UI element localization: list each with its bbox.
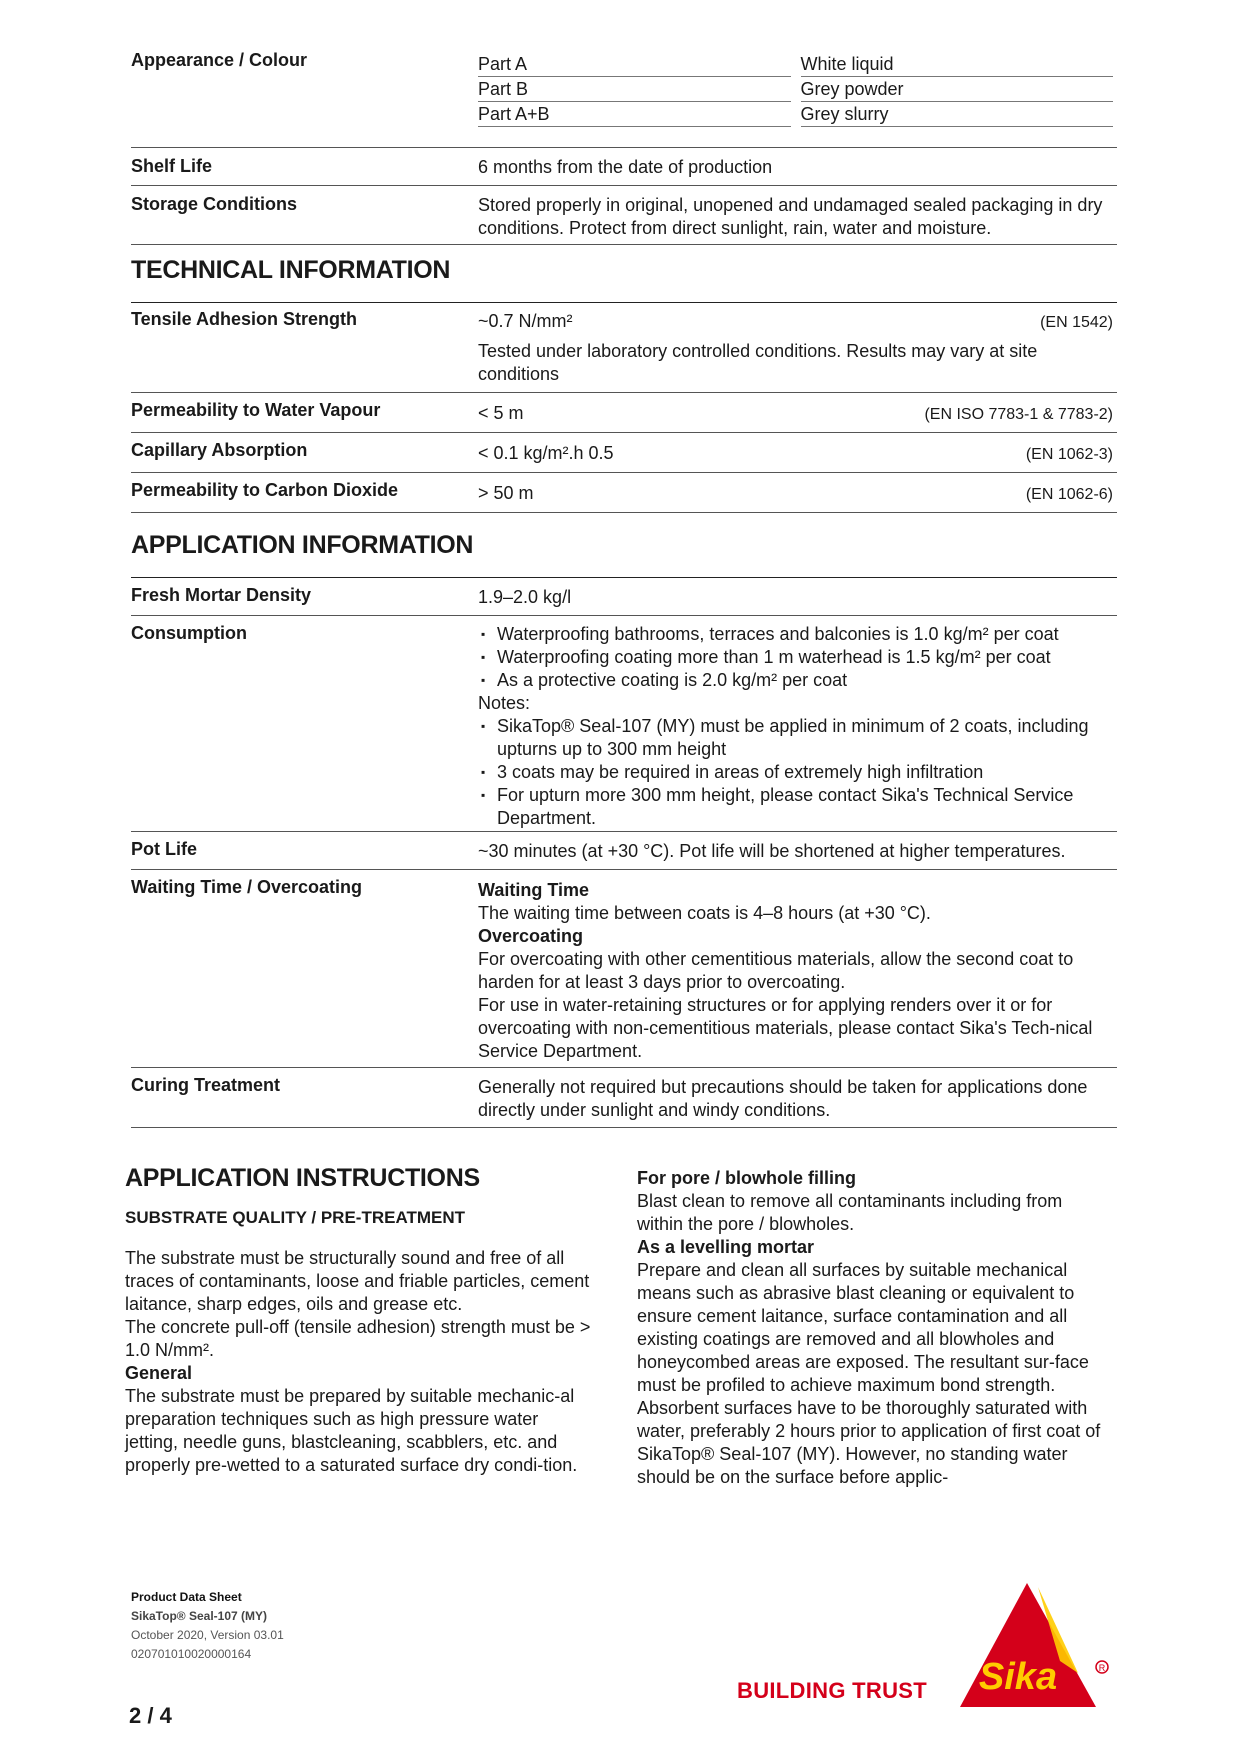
tensile-standard: (EN 1542): [1040, 314, 1113, 331]
tensile-label: Tensile Adhesion Strength: [131, 309, 358, 329]
levelling-text: Prepare and clean all surfaces by suitable mechanical means such as abrasive blast cleaning or equivalent to ensure cement laitance, surface contamination and all existing coatings are removed and all blowholes and honeycombed areas are exposed. The resultant sur-face must be profiled to achieve maximum bond strength.: [637, 1260, 1089, 1395]
list-item: ▪ Waterproofing coating more than 1 m waterhead is 1.5 kg/m² per coat: [478, 646, 1113, 669]
tensile-value: ~0.7 N/mm²: [478, 311, 573, 331]
consumption-notes-label: Notes:: [478, 693, 531, 713]
tensile-note: Tested under laboratory controlled conditions. Results may vary at site conditions: [478, 341, 1038, 384]
waiting-heading: Waiting Time: [478, 880, 590, 900]
appearance-label: Appearance / Colour: [131, 50, 308, 70]
storage-value: Stored properly in original, unopened and undamaged sealed packaging in dry conditions. Protect from direct sunlight, rain, water and moisture.: [478, 195, 1103, 238]
vapour-standard: (EN ISO 7783-1 & 7783-2): [924, 406, 1113, 423]
absorbent-text: Absorbent surfaces have to be thoroughly saturated with water, preferably 2 hours prior to application of first coat of SikaTop® Seal-107 (MY). However, no standing water should be on the surface before applic-: [637, 1398, 1101, 1487]
instructions-title: APPLICATION INSTRUCTIONS: [125, 1164, 480, 1192]
co2-label: Permeability to Carbon Dioxide: [131, 480, 399, 500]
curing-row: [131, 1068, 1117, 1128]
substrate-text-2: The concrete pull-off (tensile adhesion) strength must be > 1.0 N/mm².: [125, 1317, 591, 1360]
levelling-heading: As a levelling mortar: [637, 1237, 815, 1257]
vapour-value-cell: [478, 393, 1117, 432]
part-b-desc: Grey powder: [801, 77, 1114, 102]
part-a-desc: White liquid: [801, 52, 1114, 77]
capillary-value: < 0.1 kg/m².h 0.5: [478, 443, 614, 463]
consumption-list: [478, 623, 1113, 692]
co2-row: [131, 473, 1117, 513]
registered-letter: R: [1098, 1663, 1106, 1673]
co2-standard: (EN 1062-6): [1025, 486, 1113, 503]
list-item: ▪ Waterproofing bathrooms, terraces and balconies is 1.0 kg/m² per coat: [478, 623, 1113, 646]
vapour-value: < 5 m: [478, 403, 524, 423]
page-number: 2 / 4: [129, 1703, 172, 1728]
co2-value: > 50 m: [478, 483, 534, 503]
co2-value-cell: [478, 473, 1117, 512]
list-item: ▪ SikaTop® Seal-107 (MY) must be applied in minimum of 2 coats, including upturns up to 300 mm height: [478, 715, 1113, 761]
appearance-row: [131, 48, 1117, 148]
substrate-text-1: The substrate must be structurally sound and free of all traces of contaminants, loose and friable particles, cement laitance, sharp edges, oils and grease etc.: [125, 1248, 590, 1314]
vapour-row: [131, 393, 1117, 433]
application-table: [131, 577, 1117, 1128]
tagline: BUILDING TRUST: [737, 1678, 927, 1703]
density-label: Fresh Mortar Density: [131, 585, 312, 605]
footer-info: [131, 1588, 284, 1664]
curing-label: Curing Treatment: [131, 1075, 281, 1095]
consumption-row: [131, 616, 1117, 832]
appearance-values: [478, 48, 1117, 133]
density-row: [131, 578, 1117, 616]
consumption-value: [478, 616, 1117, 831]
substrate-heading: SUBSTRATE QUALITY / PRE-TREATMENT: [125, 1208, 465, 1227]
doc-type: Product Data Sheet: [131, 1590, 242, 1604]
waiting-row: [131, 870, 1117, 1068]
waiting-value: [478, 870, 1117, 1067]
pot-life-label: Pot Life: [131, 839, 197, 859]
properties-table: [131, 48, 1117, 245]
technical-table: [131, 302, 1117, 513]
part-b-label: Part B: [478, 77, 791, 102]
waiting-label: Waiting Time / Overcoating: [131, 877, 363, 897]
capillary-row: [131, 433, 1117, 473]
technical-title: TECHNICAL INFORMATION: [131, 256, 451, 284]
shelf-life-row: [131, 148, 1117, 186]
logo-text: Sika: [978, 1656, 1058, 1698]
instructions-right: [637, 1167, 1107, 1489]
application-title: APPLICATION INFORMATION: [131, 531, 474, 559]
part-ab-desc: Grey slurry: [801, 102, 1114, 127]
part-ab-label: Part A+B: [478, 102, 791, 127]
curing-value: Generally not required but precautions should be taken for applications done directly under sunlight and windy conditions.: [478, 1077, 1088, 1120]
instructions-left: [125, 1164, 595, 1477]
capillary-label: Capillary Absorption: [131, 440, 308, 460]
vapour-label: Permeability to Water Vapour: [131, 400, 381, 420]
product-name: SikaTop® Seal-107 (MY): [131, 1609, 267, 1623]
sika-logo: [960, 1583, 1110, 1707]
tensile-value-line: [478, 310, 1113, 334]
overcoating-text: For overcoating with other cementitious materials, allow the second coat to harden for at least 3 days prior to overcoating.: [478, 949, 1074, 992]
list-item: ▪ For upturn more 300 mm height, please contact Sika's Technical Service Department.: [478, 784, 1113, 830]
waiting-text: The waiting time between coats is 4–8 hours (at +30 °C).: [478, 903, 931, 923]
shelf-life-label: Shelf Life: [131, 156, 213, 176]
overcoating-heading: Overcoating: [478, 926, 584, 946]
density-value: 1.9–2.0 kg/l: [478, 587, 572, 607]
pot-life-value: ~30 minutes (at +30 °C). Pot life will be shortened at higher temperatures.: [478, 841, 1066, 861]
general-text: The substrate must be prepared by suitable mechanic-al preparation techniques such as high pressure water jetting, needle guns, blastcleaning, scabblers, etc. and properly pre-wetted to a saturated surface dry condi-tion.: [125, 1386, 578, 1475]
appearance-grid: [478, 52, 1113, 127]
pore-heading: For pore / blowhole filling: [637, 1168, 856, 1188]
part-a-label: Part A: [478, 52, 791, 77]
consumption-notes: [478, 715, 1113, 830]
doc-code: 020701010020000164: [131, 1647, 252, 1661]
overcoating-text-2: For use in water-retaining structures or for applying renders over it or for overcoating with non-cementitious materials, please contact Sika's Tech-nical Service Department.: [478, 995, 1093, 1061]
storage-label: Storage Conditions: [131, 194, 297, 214]
tensile-value-cell: [478, 303, 1117, 392]
doc-date: October 2020, Version 03.01: [131, 1628, 284, 1642]
list-item: ▪ As a protective coating is 2.0 kg/m² per coat: [478, 669, 1113, 692]
consumption-label: Consumption: [131, 623, 247, 643]
storage-row: [131, 186, 1117, 245]
pot-life-row: [131, 832, 1117, 870]
pore-text: Blast clean to remove all contaminants including from within the pore / blowholes.: [637, 1191, 1063, 1234]
general-heading: General: [125, 1363, 193, 1383]
list-item: ▪ 3 coats may be required in areas of extremely high infiltration: [478, 761, 1113, 784]
tensile-row: [131, 303, 1117, 393]
capillary-standard: (EN 1062-3): [1025, 446, 1113, 463]
capillary-value-cell: [478, 433, 1117, 472]
shelf-life-value: 6 months from the date of production: [478, 157, 773, 177]
